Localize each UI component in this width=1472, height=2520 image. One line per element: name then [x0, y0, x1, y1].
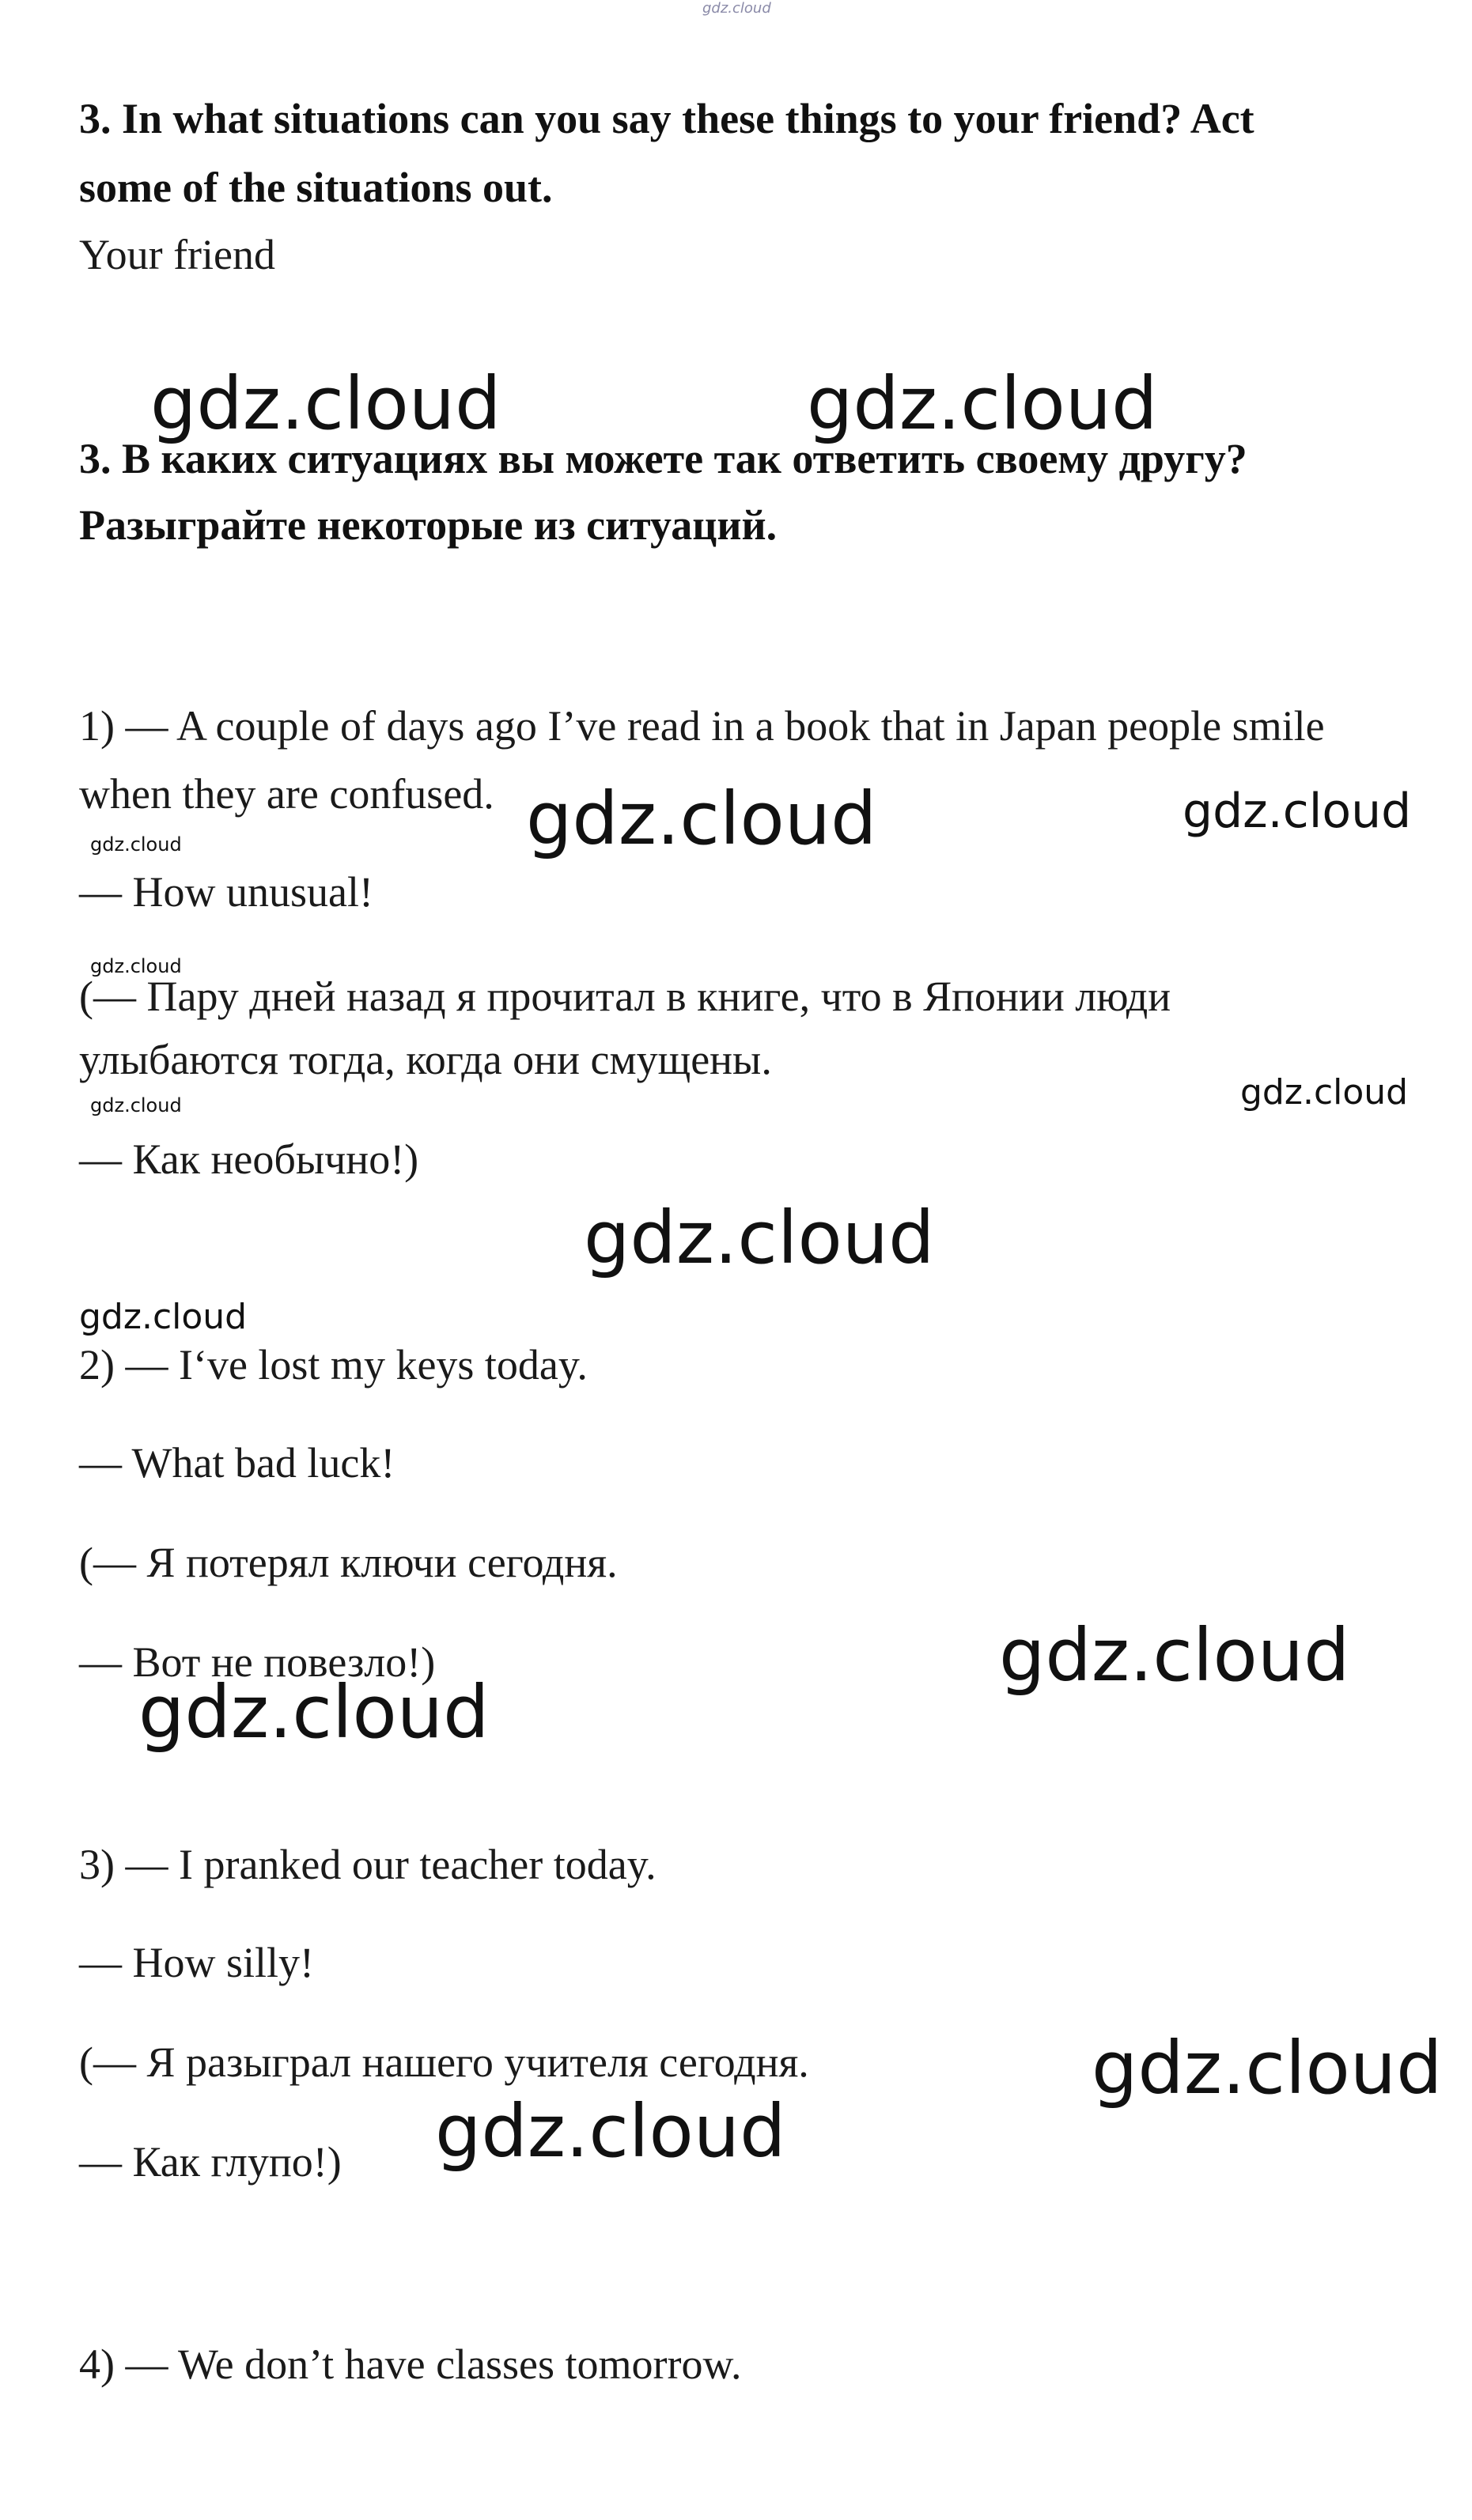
- watermark: gdz.cloud: [807, 361, 1158, 446]
- task-subtitle-en: Your friend: [79, 231, 276, 278]
- watermark: gdz.cloud: [1183, 784, 1412, 839]
- watermark: gdz.cloud: [150, 361, 501, 446]
- dialogue-1-en-line1: 1) — A couple of days ago I’ve read in a book that in Japan people smile: [79, 702, 1325, 750]
- watermark: gdz.cloud: [1240, 1072, 1409, 1113]
- dialogue-3-ru-reply: — Как глупо!): [79, 2138, 342, 2186]
- dialogue-2-ru-reply: — Вот не повезло!): [79, 1638, 436, 1686]
- watermark: gdz.cloud: [138, 1670, 490, 1755]
- dialogue-3-ru-line1: (— Я разыграл нашего учителя сегодня.: [79, 2038, 809, 2086]
- dialogue-1-en-line2: when they are confused.: [79, 770, 494, 818]
- watermark: gdz.cloud: [999, 1613, 1350, 1698]
- task-title-en-line2: some of the situations out.: [79, 164, 553, 211]
- dialogue-2-en-reply: — What bad luck!: [79, 1439, 395, 1487]
- dialogue-3-en-reply: — How silly!: [79, 1939, 314, 1986]
- dialogue-1-ru-reply: — Как необычно!): [79, 1135, 419, 1183]
- dialogue-1-ru-line1: (— Пару дней назад я прочитал в книге, что в Японии люди: [79, 973, 1171, 1020]
- task-title-en-line1: 3. In what situations can you say these things to your friend? Act: [79, 95, 1254, 142]
- watermark: gdz.cloud: [90, 833, 182, 856]
- watermark: gdz.cloud: [435, 2089, 786, 2174]
- watermark: gdz.cloud: [1092, 2026, 1443, 2110]
- dialogue-2-en-line1: 2) — I‘ve lost my keys today.: [79, 1341, 588, 1388]
- dialogue-4-en-line1: 4) — We don’t have classes tomorrow.: [79, 2341, 742, 2388]
- dialogue-3-en-line1: 3) — I pranked our teacher today.: [79, 1841, 657, 1888]
- watermark: gdz.cloud: [90, 1094, 182, 1116]
- watermark: gdz.cloud: [584, 1196, 935, 1280]
- watermark: gdz.cloud: [90, 955, 182, 977]
- task-title-ru-line1: 3. В каких ситуациях вы можете так ответить своему другу?: [79, 435, 1247, 482]
- dialogue-1-ru-line2: улыбаются тогда, когда они смущены.: [79, 1036, 772, 1083]
- watermark: gdz.cloud: [526, 776, 877, 861]
- watermark: gdz.cloud: [79, 1297, 248, 1337]
- task-title-ru-line2: Разыграйте некоторые из ситуаций.: [79, 501, 778, 549]
- dialogue-2-ru-line1: (— Я потерял ключи сегодня.: [79, 1539, 618, 1586]
- dialogue-1-en-reply: — How unusual!: [79, 868, 373, 916]
- header-watermark: gdz.cloud: [702, 0, 771, 17]
